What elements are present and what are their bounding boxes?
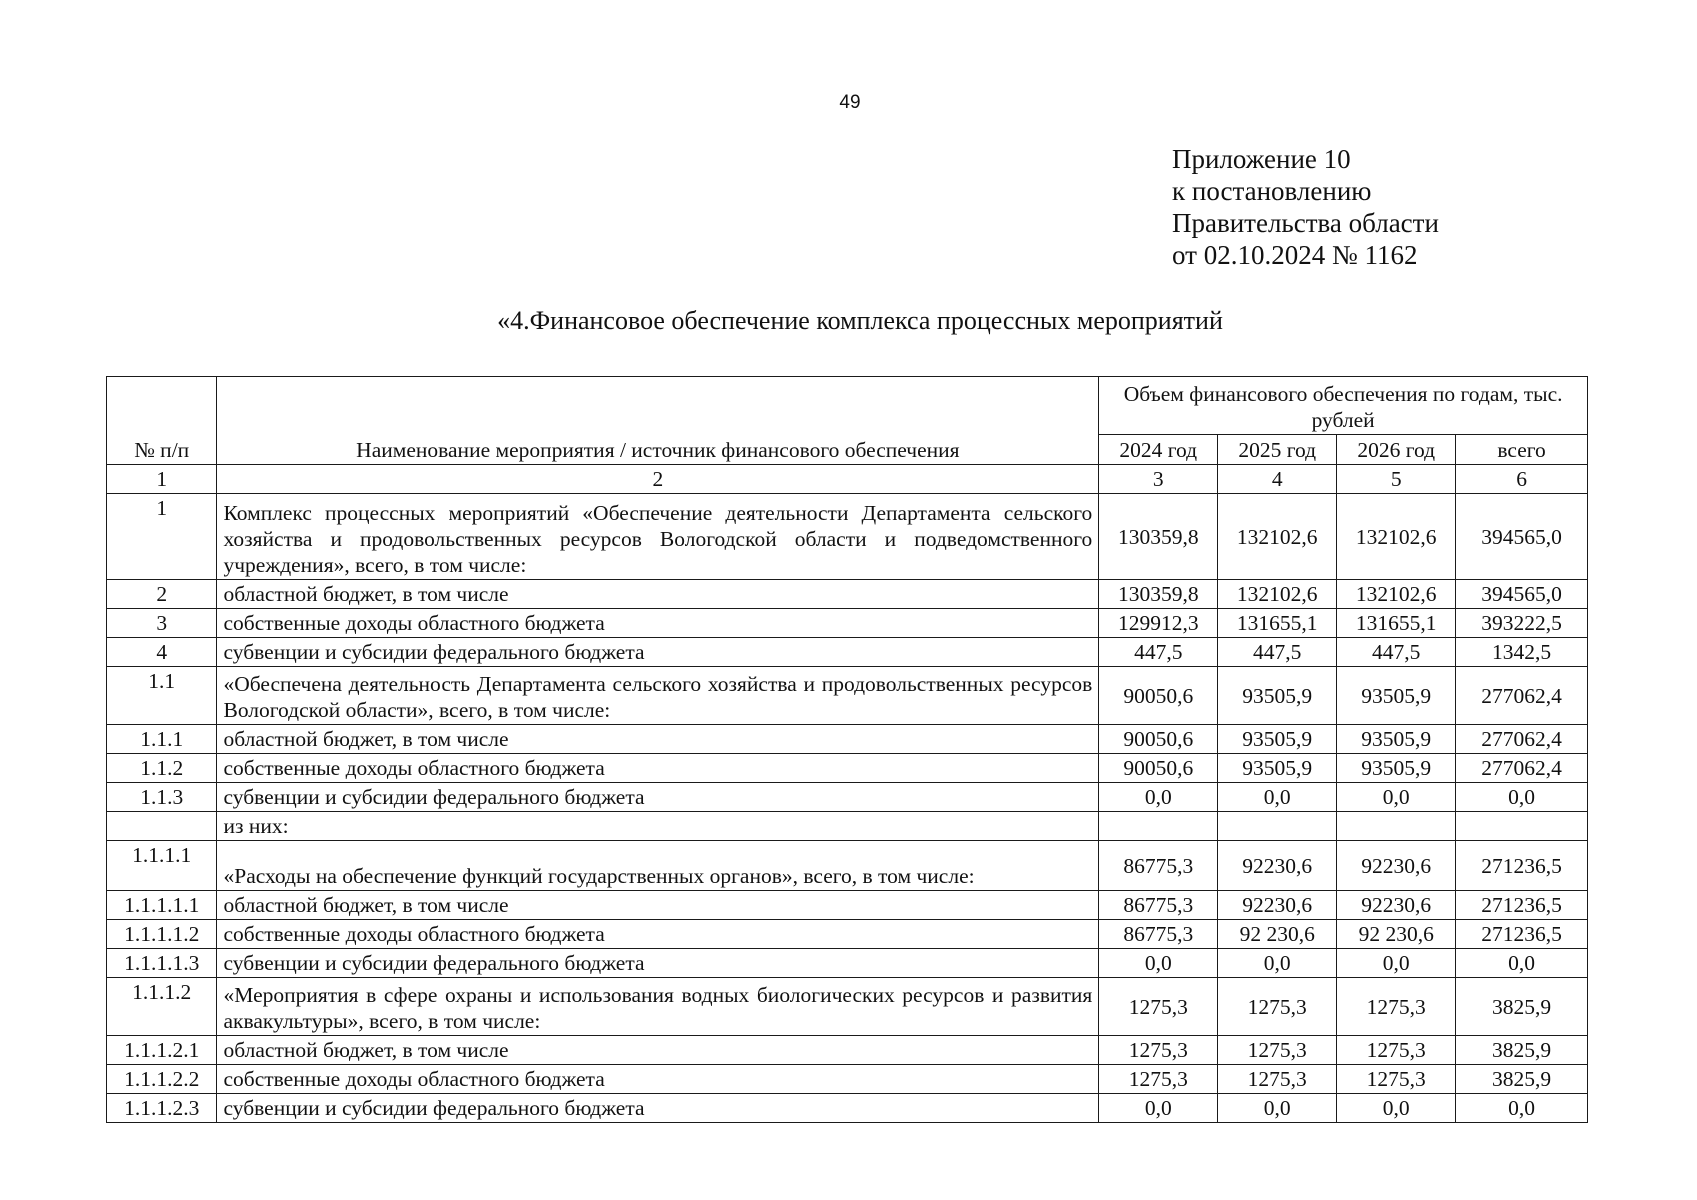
column-number: 5	[1337, 465, 1456, 494]
value-2024: 90050,6	[1099, 667, 1218, 725]
row-name: «Расходы на обеспечение функций государственных органов», всего, в том числе:	[217, 841, 1099, 891]
value-2024: 447,5	[1099, 638, 1218, 667]
value-total: 0,0	[1456, 949, 1588, 978]
row-number: 1.1.3	[107, 783, 217, 812]
value-total	[1456, 812, 1588, 841]
value-2025: 132102,6	[1218, 494, 1337, 580]
value-total: 277062,4	[1456, 754, 1588, 783]
row-number: 1	[107, 494, 217, 580]
table-row	[107, 1036, 1588, 1065]
value-total: 3825,9	[1456, 1065, 1588, 1094]
value-2025: 447,5	[1218, 638, 1337, 667]
value-total: 277062,4	[1456, 667, 1588, 725]
header-total: всего	[1456, 435, 1588, 465]
value-2024: 130359,8	[1099, 580, 1218, 609]
appendix-line: к постановлению	[1172, 176, 1372, 206]
table-row	[107, 609, 1588, 638]
value-2026: 92230,6	[1337, 891, 1456, 920]
document-title: «4.Финансовое обеспечение комплекса процессных мероприятий	[497, 306, 1223, 335]
value-2026: 0,0	[1337, 949, 1456, 978]
table-row	[107, 494, 1588, 580]
row-number: 1.1	[107, 667, 217, 725]
table-row	[107, 754, 1588, 783]
value-2026: 447,5	[1337, 638, 1456, 667]
value-2024: 86775,3	[1099, 891, 1218, 920]
value-2024	[1099, 812, 1218, 841]
value-2026: 132102,6	[1337, 580, 1456, 609]
table-row	[107, 1065, 1588, 1094]
value-2025: 92230,6	[1218, 891, 1337, 920]
table-row	[107, 667, 1588, 725]
value-2024: 90050,6	[1099, 754, 1218, 783]
column-numbers-row	[107, 465, 1588, 494]
value-2026: 132102,6	[1337, 494, 1456, 580]
financing-table	[106, 376, 1588, 1123]
row-name: субвенции и субсидии федерального бюджета	[217, 783, 1099, 812]
table-row	[107, 949, 1588, 978]
column-number: 6	[1456, 465, 1588, 494]
value-2026: 93505,9	[1337, 725, 1456, 754]
value-total: 271236,5	[1456, 841, 1588, 891]
value-2026: 0,0	[1337, 1094, 1456, 1123]
row-name: собственные доходы областного бюджета	[217, 1065, 1099, 1094]
row-number: 1.1.1.1.3	[107, 949, 217, 978]
appendix-line: Правительства области	[1172, 208, 1439, 238]
row-number: 1.1.1.2.2	[107, 1065, 217, 1094]
value-2024: 0,0	[1099, 1094, 1218, 1123]
value-2026: 131655,1	[1337, 609, 1456, 638]
column-number: 4	[1218, 465, 1337, 494]
value-total: 271236,5	[1456, 920, 1588, 949]
value-2025: 132102,6	[1218, 580, 1337, 609]
row-number: 1.1.1.1.2	[107, 920, 217, 949]
value-2026: 0,0	[1337, 783, 1456, 812]
value-2025: 93505,9	[1218, 725, 1337, 754]
value-total: 394565,0	[1456, 580, 1588, 609]
row-name: субвенции и субсидии федерального бюджета	[217, 949, 1099, 978]
value-2025: 92230,6	[1218, 841, 1337, 891]
value-2025: 131655,1	[1218, 609, 1337, 638]
row-name: «Мероприятия в сфере охраны и использования водных биологических ресурсов и развития аквакультуры», всего, в том числе:	[217, 978, 1099, 1036]
value-2026: 1275,3	[1337, 978, 1456, 1036]
value-2024: 1275,3	[1099, 978, 1218, 1036]
table-row	[107, 1094, 1588, 1123]
row-name: областной бюджет, в том числе	[217, 725, 1099, 754]
row-name: собственные доходы областного бюджета	[217, 920, 1099, 949]
value-total: 3825,9	[1456, 978, 1588, 1036]
table-row	[107, 978, 1588, 1036]
header-row	[107, 377, 1588, 435]
value-total: 271236,5	[1456, 891, 1588, 920]
row-name: Комплекс процессных мероприятий «Обеспечение деятельности Департамента сельского хозяйства и продовольственных ресурсов Вологодской области и подведомственного учреждения», всего, в том числе:	[217, 494, 1099, 580]
header-num: № п/п	[107, 377, 217, 465]
row-number: 4	[107, 638, 217, 667]
value-total: 1342,5	[1456, 638, 1588, 667]
row-name: собственные доходы областного бюджета	[217, 754, 1099, 783]
header-2026: 2026 год	[1337, 435, 1456, 465]
header-2025: 2025 год	[1218, 435, 1337, 465]
table-row	[107, 638, 1588, 667]
header-volume: Объем финансового обеспечения по годам, тыс. рублей	[1099, 377, 1588, 435]
value-2025: 0,0	[1218, 783, 1337, 812]
row-name: субвенции и субсидии федерального бюджета	[217, 638, 1099, 667]
column-number: 2	[217, 465, 1099, 494]
value-2026: 93505,9	[1337, 754, 1456, 783]
value-total: 3825,9	[1456, 1036, 1588, 1065]
value-2026: 93505,9	[1337, 667, 1456, 725]
row-number: 1.1.1.2	[107, 978, 217, 1036]
appendix-line: от 02.10.2024 № 1162	[1172, 240, 1418, 270]
row-number: 1.1.1.2.3	[107, 1094, 217, 1123]
value-2025: 1275,3	[1218, 1036, 1337, 1065]
row-number: 1.1.1.2.1	[107, 1036, 217, 1065]
table-row	[107, 920, 1588, 949]
table-row	[107, 580, 1588, 609]
value-2025: 93505,9	[1218, 667, 1337, 725]
column-number: 1	[107, 465, 217, 494]
value-2025	[1218, 812, 1337, 841]
table-body	[107, 377, 1588, 1123]
header-name: Наименование мероприятия / источник финансового обеспечения	[217, 377, 1099, 465]
value-total: 277062,4	[1456, 725, 1588, 754]
value-2024: 129912,3	[1099, 609, 1218, 638]
table-row	[107, 725, 1588, 754]
table-row	[107, 783, 1588, 812]
value-2024: 86775,3	[1099, 841, 1218, 891]
value-2026: 1275,3	[1337, 1065, 1456, 1094]
value-2026: 92 230,6	[1337, 920, 1456, 949]
value-2024: 1275,3	[1099, 1065, 1218, 1094]
column-number: 3	[1099, 465, 1218, 494]
header-2024: 2024 год	[1099, 435, 1218, 465]
row-name: «Обеспечена деятельность Департамента сельского хозяйства и продовольственных ресурсов Вологодской области», всего, в том числе:	[217, 667, 1099, 725]
page-number: 49	[839, 92, 861, 113]
value-2025: 0,0	[1218, 949, 1337, 978]
value-2024: 1275,3	[1099, 1036, 1218, 1065]
value-total: 0,0	[1456, 1094, 1588, 1123]
value-2025: 0,0	[1218, 1094, 1337, 1123]
row-number: 1.1.1.1	[107, 841, 217, 891]
appendix-line: Приложение 10	[1172, 144, 1351, 174]
row-number: 1.1.2	[107, 754, 217, 783]
row-number: 2	[107, 580, 217, 609]
value-2026: 1275,3	[1337, 1036, 1456, 1065]
value-total: 393222,5	[1456, 609, 1588, 638]
value-2025: 93505,9	[1218, 754, 1337, 783]
row-number	[107, 812, 217, 841]
row-name: из них:	[217, 812, 1099, 841]
table-row	[107, 812, 1588, 841]
row-name: субвенции и субсидии федерального бюджета	[217, 1094, 1099, 1123]
table-row	[107, 841, 1588, 891]
row-number: 1.1.1	[107, 725, 217, 754]
row-name: областной бюджет, в том числе	[217, 580, 1099, 609]
value-2024: 130359,8	[1099, 494, 1218, 580]
value-2026	[1337, 812, 1456, 841]
value-2024: 0,0	[1099, 949, 1218, 978]
row-name: областной бюджет, в том числе	[217, 1036, 1099, 1065]
value-2026: 92230,6	[1337, 841, 1456, 891]
row-number: 3	[107, 609, 217, 638]
value-2024: 0,0	[1099, 783, 1218, 812]
value-2025: 1275,3	[1218, 978, 1337, 1036]
row-name: собственные доходы областного бюджета	[217, 609, 1099, 638]
value-2025: 92 230,6	[1218, 920, 1337, 949]
value-2024: 86775,3	[1099, 920, 1218, 949]
value-total: 0,0	[1456, 783, 1588, 812]
row-number: 1.1.1.1.1	[107, 891, 217, 920]
value-2024: 90050,6	[1099, 725, 1218, 754]
row-name: областной бюджет, в том числе	[217, 891, 1099, 920]
table-row	[107, 891, 1588, 920]
appendix-block	[1172, 143, 1439, 271]
value-2025: 1275,3	[1218, 1065, 1337, 1094]
value-total: 394565,0	[1456, 494, 1588, 580]
